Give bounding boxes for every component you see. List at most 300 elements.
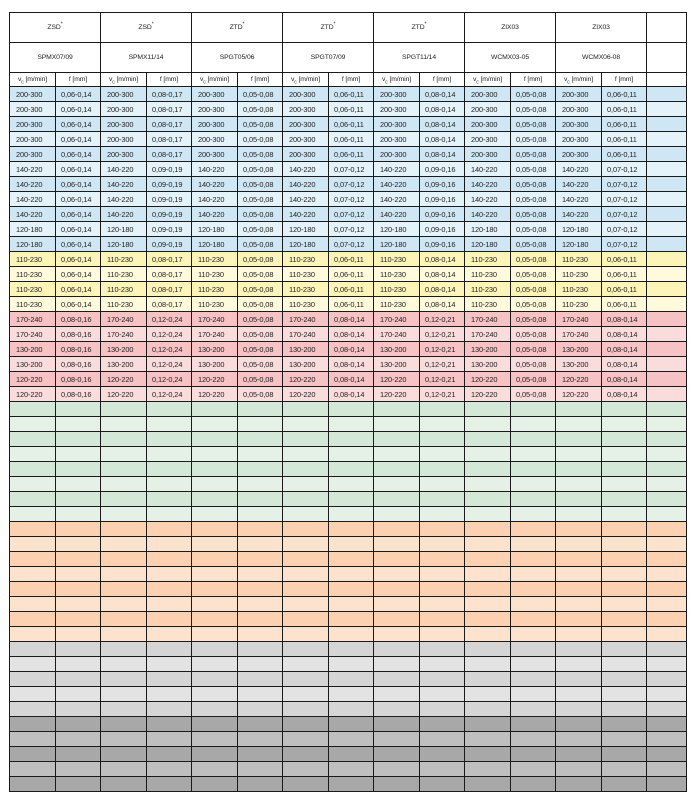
empty-cell (147, 507, 192, 522)
empty-cell (147, 552, 192, 567)
cutting-speed-cell: 200-300 (101, 87, 147, 102)
empty-cell (10, 582, 56, 597)
empty-cell (329, 522, 374, 537)
cutting-speed-cell: 110-230 (283, 282, 329, 297)
empty-cell (420, 477, 465, 492)
empty-cell (556, 447, 602, 462)
empty-cell (10, 432, 56, 447)
empty-row (10, 747, 687, 762)
feed-cell: 0,05-0,08 (511, 342, 556, 357)
empty-cell (465, 522, 511, 537)
empty-cell (56, 402, 101, 417)
feed-cell: 0,08-0,14 (329, 357, 374, 372)
empty-cell (147, 477, 192, 492)
cutting-speed-cell: 120-180 (192, 237, 238, 252)
empty-cell (511, 522, 556, 537)
empty-cell (374, 762, 420, 777)
feed-cell: 0,06-0,11 (602, 267, 647, 282)
feed-cell: 0,08-0,17 (147, 282, 192, 297)
f-header: f [mm] (329, 73, 374, 87)
empty-cell (147, 597, 192, 612)
feed-cell: 0,08-0,17 (147, 132, 192, 147)
empty-cell (10, 747, 56, 762)
empty-cell (101, 537, 147, 552)
empty-cell (647, 507, 687, 522)
feed-cell: 0,08-0,14 (329, 342, 374, 357)
empty-cell (329, 717, 374, 732)
empty-cell (647, 702, 687, 717)
cutting-speed-cell: 130-200 (465, 342, 511, 357)
cutting-speed-cell: 140-220 (283, 192, 329, 207)
feed-cell: 0,07-0,12 (602, 192, 647, 207)
empty-cell (283, 642, 329, 657)
empty-cell (602, 417, 647, 432)
empty-cell (556, 642, 602, 657)
feed-cell: 0,08-0,14 (420, 297, 465, 312)
feed-cell: 0,05-0,08 (238, 207, 283, 222)
empty-cell (647, 43, 687, 73)
empty-cell (374, 672, 420, 687)
empty-cell (56, 612, 101, 627)
empty-cell (465, 687, 511, 702)
empty-cell (283, 552, 329, 567)
feed-cell: 0,05-0,08 (511, 327, 556, 342)
empty-cell (602, 447, 647, 462)
feed-cell: 0,12-0,24 (147, 327, 192, 342)
empty-cell (329, 447, 374, 462)
empty-cell (283, 687, 329, 702)
cutting-speed-cell: 200-300 (10, 147, 56, 162)
cutting-speed-cell: 120-180 (556, 222, 602, 237)
empty-cell (602, 507, 647, 522)
empty-cell (511, 732, 556, 747)
empty-cell (374, 477, 420, 492)
cutting-speed-cell: 110-230 (283, 297, 329, 312)
empty-cell (647, 102, 687, 117)
feed-cell: 0,08-0,16 (56, 357, 101, 372)
empty-cell (329, 477, 374, 492)
feed-cell: 0,12-0,21 (420, 327, 465, 342)
feed-cell: 0,06-0,11 (329, 252, 374, 267)
empty-cell (329, 612, 374, 627)
feed-cell: 0,05-0,08 (238, 327, 283, 342)
empty-cell (602, 492, 647, 507)
empty-cell (420, 747, 465, 762)
cutting-speed-cell: 200-300 (465, 87, 511, 102)
empty-cell (647, 372, 687, 387)
vc-subscript: c (112, 79, 115, 86)
empty-cell (329, 417, 374, 432)
cutting-speed-cell: 170-240 (465, 312, 511, 327)
empty-cell (374, 612, 420, 627)
empty-row (10, 597, 687, 612)
vc-subscript: c (294, 79, 297, 86)
grade-header (556, 13, 647, 43)
cutting-speed-cell: 110-230 (374, 282, 420, 297)
empty-cell (556, 432, 602, 447)
insert-header: SPGT11/14 (374, 43, 465, 73)
empty-cell (420, 597, 465, 612)
cutting-speed-cell: 130-200 (374, 357, 420, 372)
feed-cell: 0,05-0,08 (238, 132, 283, 147)
empty-row (10, 642, 687, 657)
feed-cell: 0,05-0,08 (511, 102, 556, 117)
empty-cell (511, 492, 556, 507)
cutting-speed-cell: 140-220 (556, 177, 602, 192)
empty-cell (101, 687, 147, 702)
cutting-speed-cell: 140-220 (192, 192, 238, 207)
empty-cell (647, 327, 687, 342)
empty-cell (238, 432, 283, 447)
empty-cell (329, 537, 374, 552)
empty-cell (511, 417, 556, 432)
cutting-speed-cell: 120-220 (10, 387, 56, 402)
empty-cell (511, 642, 556, 657)
empty-cell (420, 417, 465, 432)
empty-cell (556, 612, 602, 627)
insert-header: WCMX03-05 (465, 43, 556, 73)
feed-cell: 0,12-0,21 (420, 387, 465, 402)
empty-cell (147, 747, 192, 762)
cutting-speed-cell: 140-220 (10, 162, 56, 177)
empty-cell (101, 477, 147, 492)
empty-cell (56, 522, 101, 537)
vc-unit: [m/min] (569, 76, 594, 83)
empty-cell (192, 777, 238, 792)
cutting-speed-cell: 200-300 (465, 117, 511, 132)
empty-cell (511, 447, 556, 462)
empty-cell (647, 387, 687, 402)
feed-cell: 0,12-0,24 (147, 312, 192, 327)
empty-cell (556, 552, 602, 567)
feed-cell: 0,09-0,19 (147, 222, 192, 237)
cutting-speed-cell: 120-220 (10, 372, 56, 387)
feed-cell: 0,06-0,11 (329, 282, 374, 297)
empty-cell (556, 402, 602, 417)
feed-cell: 0,09-0,19 (147, 162, 192, 177)
cutting-speed-cell: 170-240 (10, 312, 56, 327)
empty-cell (602, 627, 647, 642)
insert-header: WCMX06-08 (556, 43, 647, 73)
empty-cell (556, 732, 602, 747)
feed-cell: 0,09-0,19 (147, 207, 192, 222)
cutting-speed-cell: 120-180 (374, 222, 420, 237)
empty-cell (238, 762, 283, 777)
empty-cell (420, 702, 465, 717)
feed-cell: 0,12-0,21 (420, 357, 465, 372)
empty-cell (556, 627, 602, 642)
cutting-speed-cell: 130-200 (192, 342, 238, 357)
feed-cell: 0,05-0,08 (238, 117, 283, 132)
empty-cell (647, 432, 687, 447)
feed-cell: 0,06-0,11 (602, 117, 647, 132)
empty-cell (192, 507, 238, 522)
empty-cell (602, 597, 647, 612)
empty-cell (283, 717, 329, 732)
feed-cell: 0,08-0,14 (420, 252, 465, 267)
cutting-speed-cell: 110-230 (101, 297, 147, 312)
feed-cell: 0,06-0,14 (56, 87, 101, 102)
empty-cell (238, 447, 283, 462)
cutting-speed-cell: 200-300 (465, 102, 511, 117)
cutting-speed-cell: 170-240 (101, 327, 147, 342)
empty-cell (238, 777, 283, 792)
empty-cell (101, 417, 147, 432)
empty-cell (465, 537, 511, 552)
empty-cell (465, 567, 511, 582)
empty-cell (192, 447, 238, 462)
feed-cell: 0,06-0,14 (56, 207, 101, 222)
insert-header: SPGT05/06 (192, 43, 283, 73)
vc-header (465, 73, 511, 87)
feed-cell: 0,06-0,11 (602, 297, 647, 312)
feed-cell: 0,05-0,08 (238, 192, 283, 207)
empty-row (10, 732, 687, 747)
empty-cell (147, 777, 192, 792)
empty-cell (238, 672, 283, 687)
empty-cell (329, 492, 374, 507)
empty-cell (374, 507, 420, 522)
cutting-speed-cell: 130-200 (556, 357, 602, 372)
empty-cell (602, 672, 647, 687)
empty-cell (465, 672, 511, 687)
empty-cell (556, 762, 602, 777)
empty-cell (420, 567, 465, 582)
empty-cell (511, 432, 556, 447)
empty-cell (465, 582, 511, 597)
empty-cell (647, 612, 687, 627)
empty-cell (192, 657, 238, 672)
feed-cell: 0,12-0,24 (147, 372, 192, 387)
grade-header (192, 13, 283, 43)
cutting-speed-cell: 110-230 (374, 297, 420, 312)
empty-cell (647, 237, 687, 252)
empty-cell (56, 507, 101, 522)
cutting-speed-cell: 140-220 (101, 162, 147, 177)
empty-cell (602, 612, 647, 627)
feed-cell: 0,05-0,08 (511, 267, 556, 282)
cutting-speed-cell: 140-220 (556, 207, 602, 222)
empty-cell (647, 597, 687, 612)
empty-cell (147, 417, 192, 432)
empty-cell (329, 657, 374, 672)
empty-cell (420, 522, 465, 537)
empty-cell (238, 747, 283, 762)
empty-cell (283, 567, 329, 582)
empty-cell (602, 762, 647, 777)
empty-cell (374, 567, 420, 582)
feed-cell: 0,05-0,08 (238, 102, 283, 117)
empty-cell (101, 747, 147, 762)
empty-cell (10, 732, 56, 747)
empty-cell (465, 762, 511, 777)
feed-cell: 0,08-0,16 (56, 327, 101, 342)
cutting-speed-cell: 110-230 (10, 297, 56, 312)
empty-cell (147, 447, 192, 462)
empty-cell (374, 747, 420, 762)
empty-row (10, 417, 687, 432)
cutting-speed-cell: 130-200 (283, 342, 329, 357)
feed-cell: 0,06-0,14 (56, 177, 101, 192)
empty-cell (101, 567, 147, 582)
empty-cell (283, 597, 329, 612)
feed-cell: 0,09-0,16 (420, 162, 465, 177)
feed-cell: 0,08-0,16 (56, 387, 101, 402)
empty-cell (56, 552, 101, 567)
empty-cell (10, 537, 56, 552)
feed-cell: 0,05-0,08 (238, 387, 283, 402)
feed-cell: 0,12-0,21 (420, 372, 465, 387)
empty-cell (647, 462, 687, 477)
empty-cell (147, 432, 192, 447)
table-row (10, 222, 687, 237)
table-row (10, 207, 687, 222)
empty-cell (192, 732, 238, 747)
empty-cell (647, 717, 687, 732)
feed-cell: 0,12-0,24 (147, 342, 192, 357)
cutting-speed-cell: 200-300 (283, 132, 329, 147)
cutting-speed-cell: 140-220 (374, 192, 420, 207)
cutting-speed-cell: 140-220 (101, 207, 147, 222)
empty-cell (101, 762, 147, 777)
insert-header: SPMX07/09 (10, 43, 101, 73)
empty-cell (329, 687, 374, 702)
table-row (10, 327, 687, 342)
empty-cell (647, 657, 687, 672)
empty-cell (465, 657, 511, 672)
empty-cell (283, 537, 329, 552)
empty-cell (147, 462, 192, 477)
cutting-speed-cell: 110-230 (374, 267, 420, 282)
cutting-speed-cell: 120-180 (192, 222, 238, 237)
feed-cell: 0,05-0,08 (511, 162, 556, 177)
feed-cell: 0,06-0,11 (602, 147, 647, 162)
empty-cell (374, 717, 420, 732)
feed-cell: 0,08-0,14 (602, 327, 647, 342)
f-header: f [mm] (602, 73, 647, 87)
empty-row (10, 582, 687, 597)
grade-label: ZTD (229, 24, 243, 31)
feed-cell: 0,07-0,12 (329, 177, 374, 192)
feed-cell: 0,05-0,08 (511, 312, 556, 327)
grade-label: ZTD (411, 24, 425, 31)
empty-cell (647, 222, 687, 237)
cutting-speed-cell: 130-200 (283, 357, 329, 372)
grade-mark: * (60, 21, 63, 28)
empty-cell (101, 507, 147, 522)
cutting-speed-cell: 110-230 (101, 267, 147, 282)
empty-cell (465, 477, 511, 492)
empty-cell (465, 507, 511, 522)
feed-cell: 0,08-0,14 (602, 357, 647, 372)
empty-cell (56, 672, 101, 687)
empty-cell (147, 762, 192, 777)
grade-mark: * (151, 21, 154, 28)
empty-cell (511, 747, 556, 762)
empty-cell (556, 717, 602, 732)
insert-header: SPMX11/14 (101, 43, 192, 73)
empty-cell (147, 567, 192, 582)
cutting-speed-cell: 140-220 (465, 162, 511, 177)
feed-cell: 0,08-0,14 (420, 102, 465, 117)
empty-row (10, 777, 687, 792)
feed-cell: 0,08-0,14 (329, 387, 374, 402)
feed-cell: 0,06-0,14 (56, 267, 101, 282)
empty-cell (192, 537, 238, 552)
cutting-speed-cell: 120-220 (101, 372, 147, 387)
empty-cell (420, 642, 465, 657)
cutting-speed-cell: 130-200 (556, 342, 602, 357)
empty-cell (556, 507, 602, 522)
empty-cell (374, 627, 420, 642)
empty-cell (283, 582, 329, 597)
empty-cell (56, 657, 101, 672)
empty-cell (56, 537, 101, 552)
table-row (10, 357, 687, 372)
empty-cell (511, 702, 556, 717)
cutting-speed-cell: 140-220 (10, 207, 56, 222)
empty-cell (10, 507, 56, 522)
empty-cell (238, 597, 283, 612)
empty-row (10, 477, 687, 492)
empty-cell (647, 147, 687, 162)
feed-cell: 0,05-0,08 (238, 237, 283, 252)
feed-cell: 0,05-0,08 (511, 282, 556, 297)
empty-row (10, 612, 687, 627)
cutting-speed-cell: 200-300 (101, 102, 147, 117)
empty-cell (511, 537, 556, 552)
empty-cell (420, 537, 465, 552)
f-header: f [mm] (147, 73, 192, 87)
cutting-speed-cell: 110-230 (192, 252, 238, 267)
empty-cell (283, 747, 329, 762)
empty-row (10, 507, 687, 522)
empty-cell (602, 642, 647, 657)
cutting-speed-cell: 120-180 (101, 237, 147, 252)
empty-cell (192, 717, 238, 732)
table-row (10, 192, 687, 207)
vc-symbol: v (108, 76, 113, 83)
empty-cell (647, 117, 687, 132)
empty-cell (374, 552, 420, 567)
vc-header (283, 73, 329, 87)
empty-cell (556, 747, 602, 762)
empty-row (10, 762, 687, 777)
cutting-speed-cell: 170-240 (101, 312, 147, 327)
empty-cell (647, 192, 687, 207)
vc-header (10, 73, 56, 87)
empty-cell (647, 552, 687, 567)
empty-cell (238, 507, 283, 522)
empty-cell (465, 642, 511, 657)
feed-cell: 0,05-0,08 (511, 147, 556, 162)
empty-cell (238, 402, 283, 417)
empty-cell (192, 582, 238, 597)
empty-cell (192, 702, 238, 717)
empty-cell (647, 13, 687, 43)
empty-cell (10, 462, 56, 477)
feed-cell: 0,09-0,19 (147, 192, 192, 207)
feed-cell: 0,06-0,14 (56, 297, 101, 312)
feed-cell: 0,06-0,14 (56, 147, 101, 162)
empty-cell (556, 672, 602, 687)
empty-cell (10, 402, 56, 417)
cutting-speed-cell: 140-220 (10, 177, 56, 192)
feed-cell: 0,08-0,14 (420, 87, 465, 102)
empty-cell (602, 432, 647, 447)
feed-cell: 0,05-0,08 (238, 162, 283, 177)
empty-cell (283, 462, 329, 477)
